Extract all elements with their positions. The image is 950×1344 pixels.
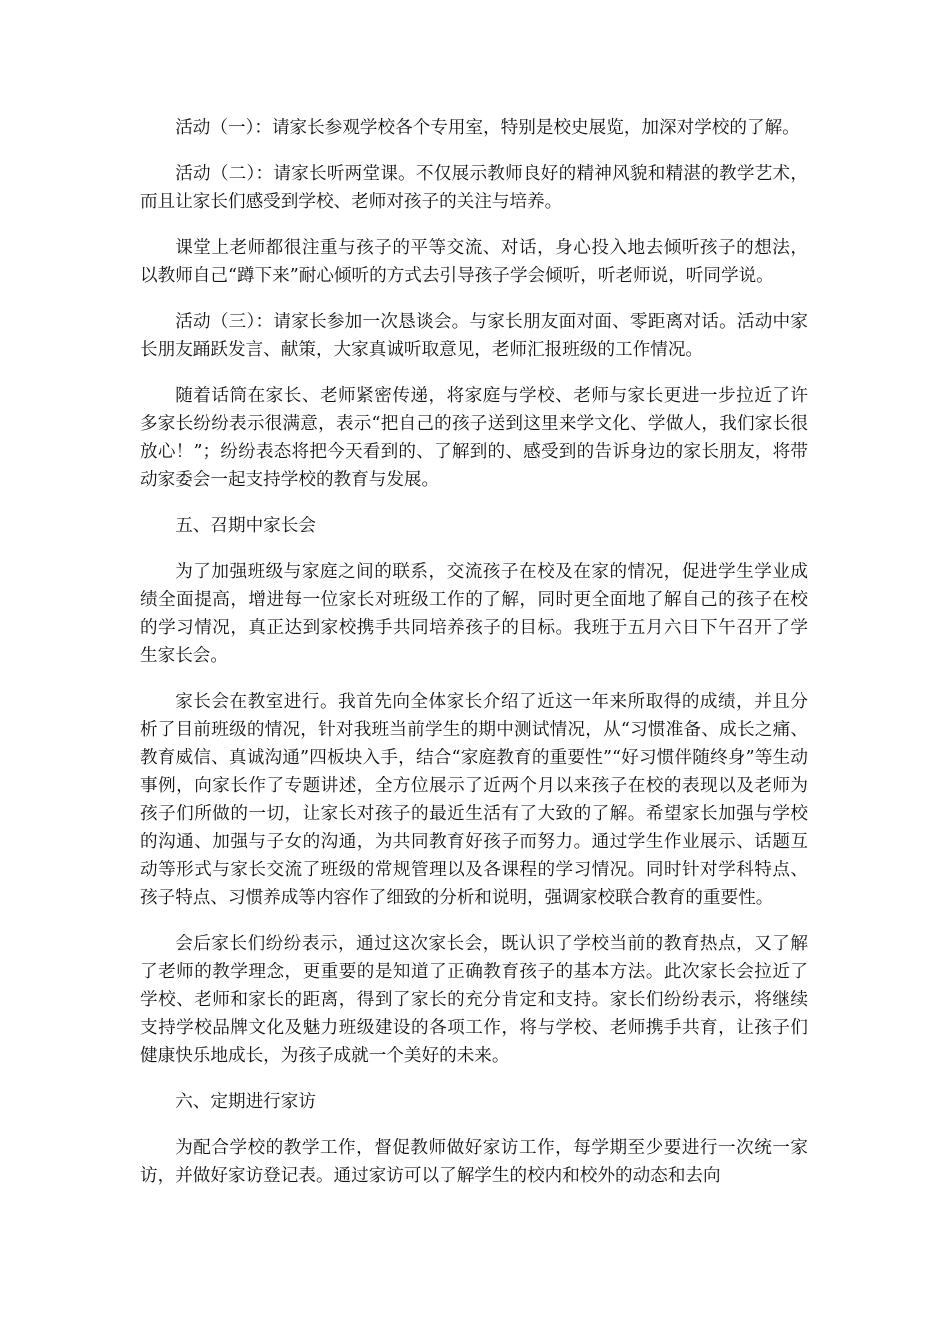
section-heading-6: 六、定期进行家访 [175, 1092, 316, 1112]
paragraph-classroom: 课堂上老师都很注重与孩子的平等交流、对话，身心投入地去倾听孩子的想法，以教师自己“蹲下来”耐心倾听的方式去引导孩子学会倾听，听老师说，听同学说。 [140, 238, 808, 286]
paragraph-meeting-content: 家长会在教室进行。我首先向全体家长介绍了近这一年来所取得的成绩，并且分析了目前班级的情况，针对我班当前学生的期中测试情况，从“习惯准备、成长之痛、教育威信、真诚沟通”四板块入手，结合“家庭教育的重要性”“好习惯伴随终身”等生动事例，向家长作了专题讲述，全方位展示了近两个月以来孩子在校的表现以及老师为孩子们所做的一切，让家长对孩子的最近生活有了大致的了解。希望家长加强与学校的沟通、加强与子女的沟通，为共同教育好孩子而努力。通过学生作业展示、话题互动等形式与家长交流了班级的常规管理以及各课程的学习情况。同时针对学科特点、孩子特点、习惯养成等内容作了细致的分析和说明，强调家校联合教育的重要性。 [140, 692, 808, 908]
paragraph-activity-3: 活动（三）：请家长参加一次恳谈会。与家长朋友面对面、零距离对话。活动中家长朋友踊跃发言、献策，大家真诚听取意见，老师汇报班级的工作情况。 [140, 312, 808, 360]
paragraph-home-visit: 为配合学校的教学工作，督促教师做好家访工作，每学期至少要进行一次统一家访，并做好家访登记表。通过家访可以了解学生的校内和校外的动态和去向 [140, 1138, 808, 1186]
paragraph-meeting-purpose: 为了加强班级与家庭之间的联系，交流孩子在校及在家的情况，促进学生学业成绩全面提高，增进每一位家长对班级工作的了解，同时更全面地了解自己的孩子在校的学习情况，真正达到家校携手共同培养孩子的目标。我班于五月六日下午召开了学生家长会。 [140, 562, 808, 666]
document-body [140, 114, 808, 1208]
paragraph-meeting-feedback: 会后家长们纷纷表示，通过这次家长会，既认识了学校当前的教育热点，又了解了老师的教学理念，更重要的是知道了正确教育孩子的基本方法。此次家长会拉近了学校、老师和家长的距离，得到了家长的充分肯定和支持。家长们纷纷表示，将继续支持学校品牌文化及魅力班级建设的各项工作，将与学校、老师携手共育，让孩子们健康快乐地成长，为孩子成就一个美好的未来。 [140, 934, 808, 1066]
paragraph-activity-1: 活动（一）：请家长参观学校各个专用室，特别是校史展览，加深对学校的了解。 [175, 118, 800, 138]
paragraph-microphone: 随着话筒在家长、老师紧密传递，将家庭与学校、老师与家长更进一步拉近了许多家长纷纷表示很满意，表示“把自己的孩子送到这里来学文化、学做人，我们家长很放心！”；纷纷表态将把今天看到的、了解到的、感受到的告诉身边的家长朋友，将带动家委会一起支持学校的教育与发展。 [140, 386, 808, 490]
paragraph-activity-2: 活动（二）：请家长听两堂课。不仅展示教师良好的精神风貌和精湛的教学艺术，而且让家长们感受到学校、老师对孩子的关注与培养。 [140, 164, 808, 212]
section-heading-5: 五、召期中家长会 [175, 516, 316, 536]
